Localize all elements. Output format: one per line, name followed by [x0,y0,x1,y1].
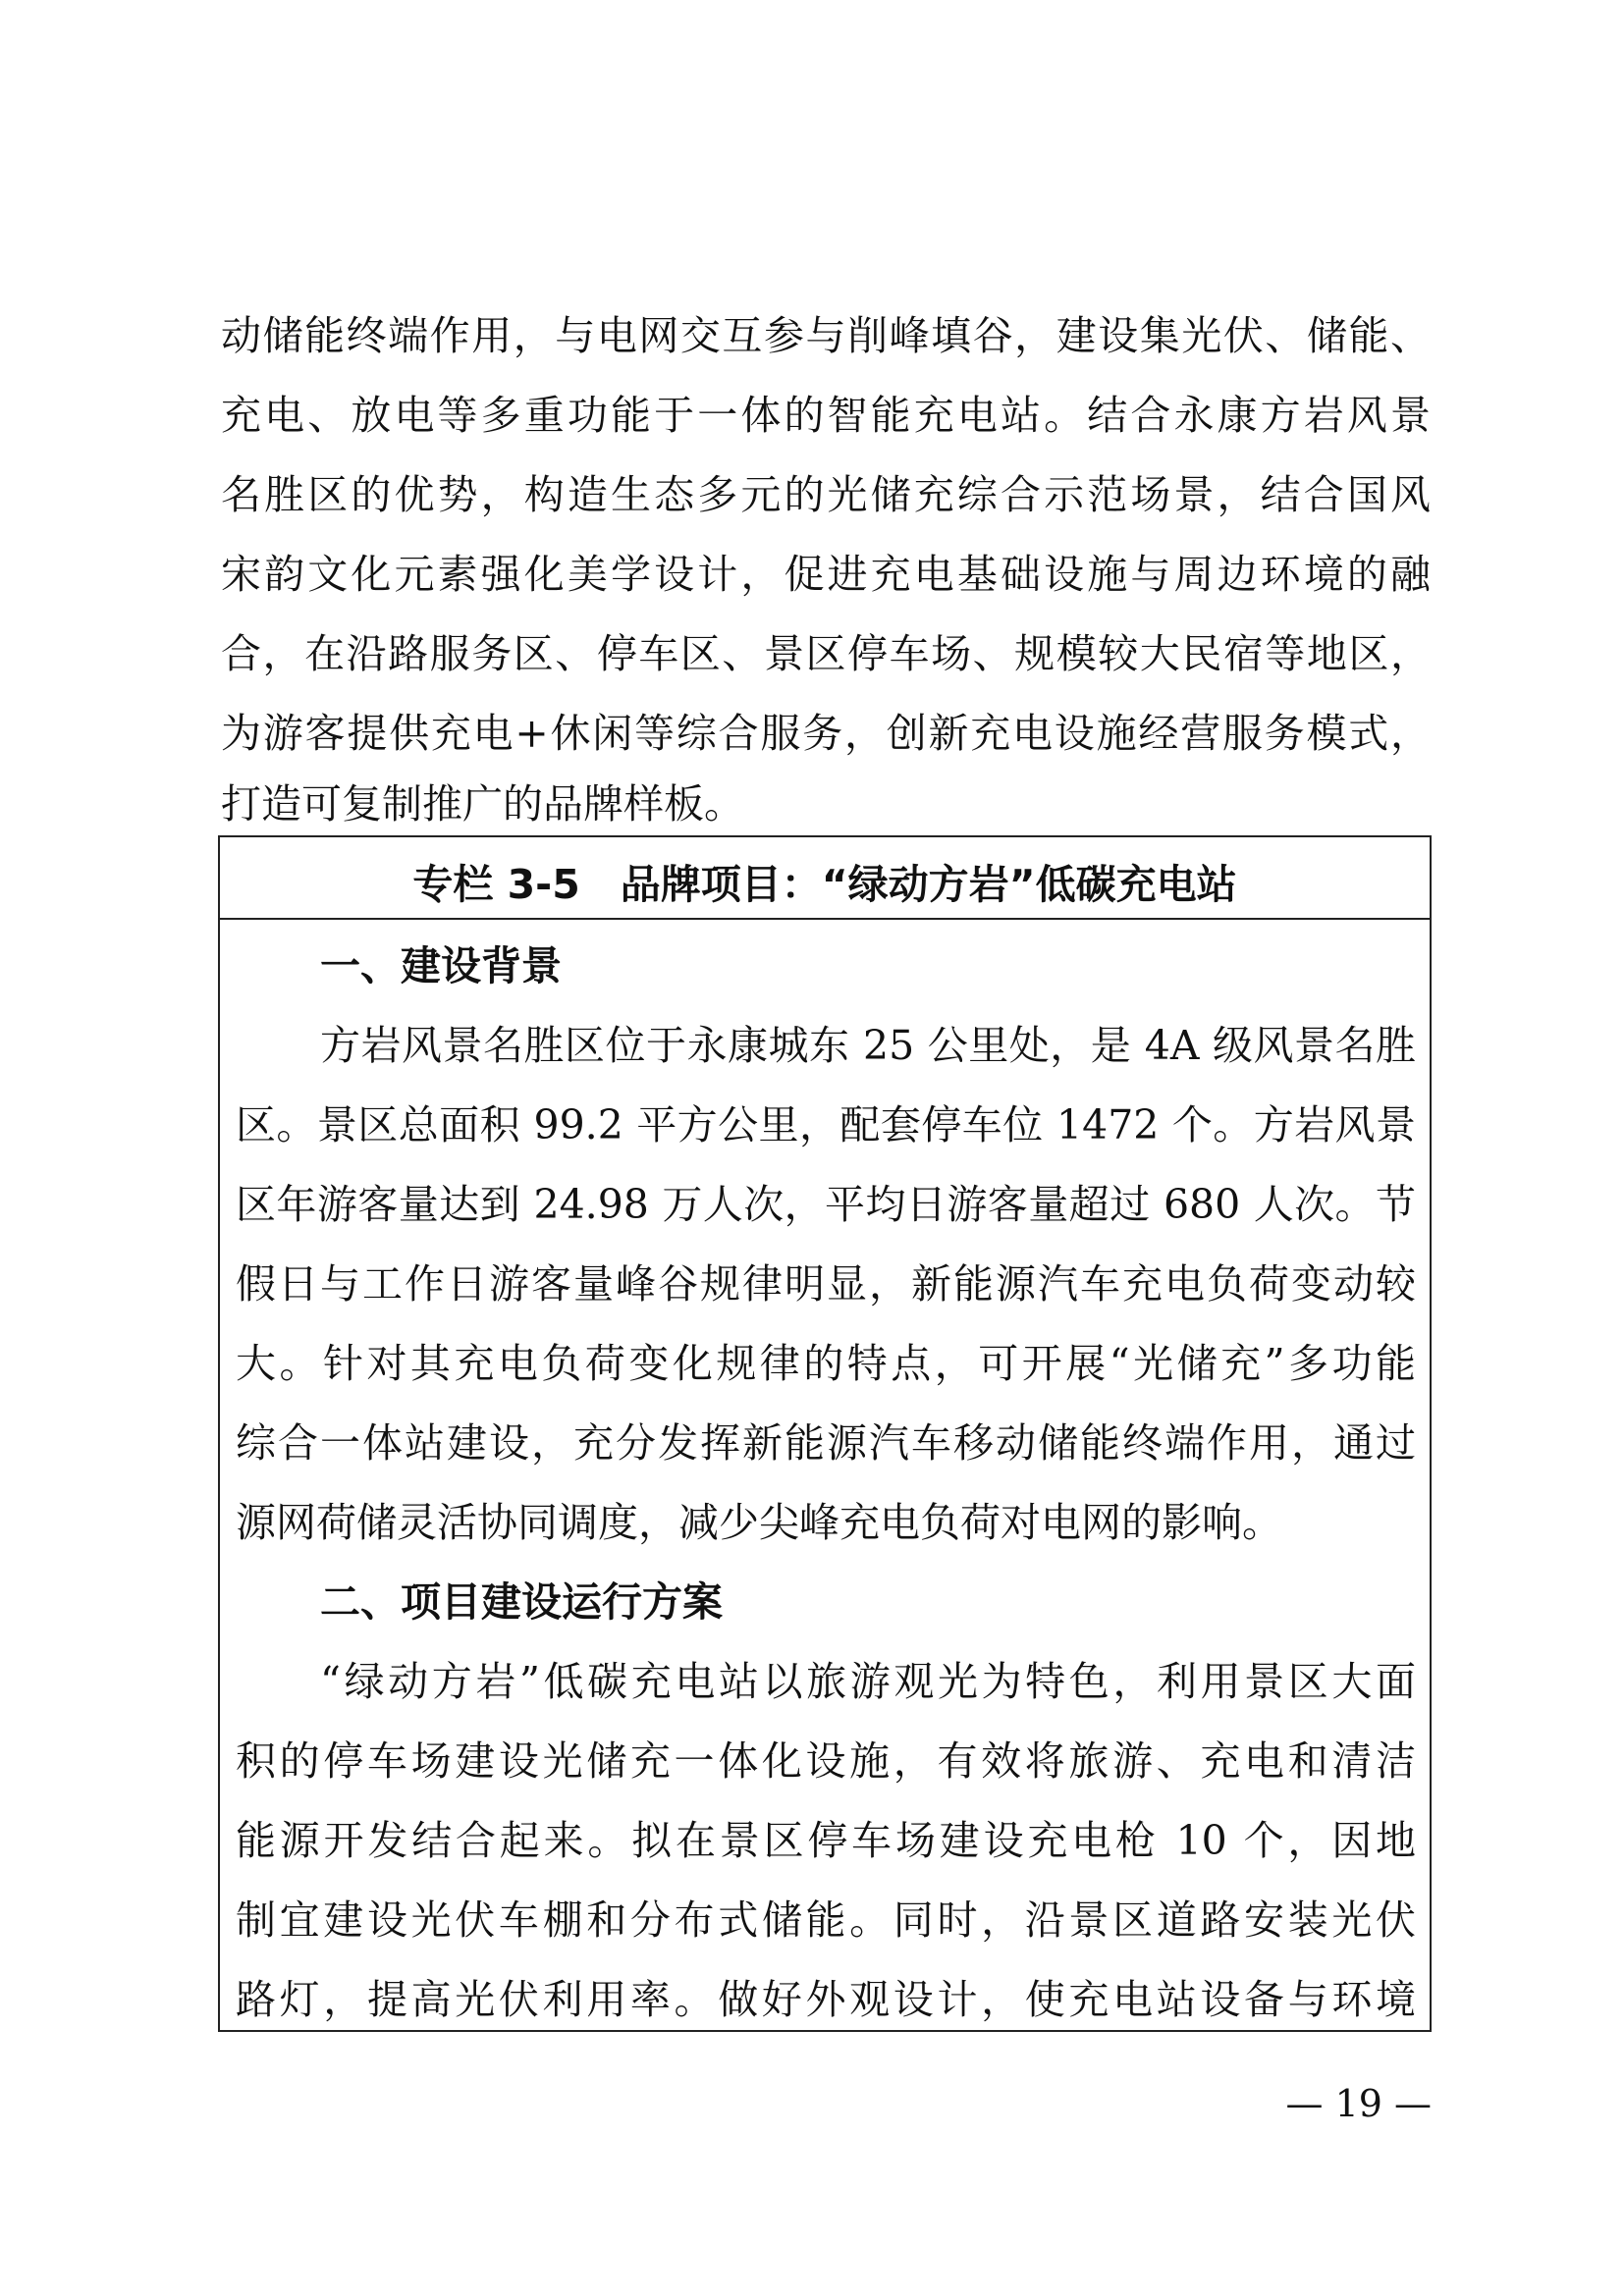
text-line: 源网荷储灵活协同调度，减少尖峰充电负荷对电网的影响。 [236,1499,1282,1546]
section-heading-background: 一、建设背景 [320,942,562,989]
text-line: 区年游客量达到 24.98 万人次，平均日游客量超过 680 人次。节 [236,1181,1416,1228]
text-line: 积的停车场建设光储充一体化设施，有效将旅游、充电和清洁 [236,1737,1416,1785]
section-heading-plan: 二、项目建设运行方案 [320,1578,723,1626]
text-line: 路灯，提高光伏利用率。做好外观设计，使充电站设备与环境 [236,1976,1416,2023]
text-line: 宋韵文化元素强化美学设计，促进充电基础设施与周边环境的融 [221,551,1431,598]
text-line: 假日与工作日游客量峰谷规律明显，新能源汽车充电负荷变动较 [236,1260,1416,1308]
text-line: 制宜建设光伏车棚和分布式储能。同时，沿景区道路安装光伏 [236,1896,1416,1944]
text-line: 动储能终端作用，与电网交互参与削峰填谷，建设集光伏、储能、 [221,312,1431,359]
text-line: 能源开发结合起来。拟在景区停车场建设充电枪 10 个，因地 [236,1817,1416,1864]
text-line: “绿动方岩”低碳充电站以旅游观光为特色，利用景区大面 [320,1658,1416,1705]
text-line: 充电、放电等多重功能于一体的智能充电站。结合永康方岩风景 [221,392,1431,439]
text-line: 综合一体站建设，充分发挥新能源汽车移动储能终端作用，通过 [236,1419,1416,1467]
text-line: 方岩风景名胜区位于永康城东 25 公里处，是 4A 级风景名胜 [320,1022,1416,1069]
text-line: 名胜区的优势，构造生态多元的光储充综合示范场景，结合国风 [221,471,1431,518]
text-line: 合，在沿路服务区、停车区、景区停车场、规模较大民宿等地区， [221,630,1431,677]
text-line: 大。针对其充电负荷变化规律的特点，可开展“光储充”多功能 [236,1340,1416,1387]
column-title: 专栏 3-5 品牌项目：“绿动方岩”低碳充电站 [220,837,1430,920]
text-line: 打造可复制推广的品牌样板。 [221,780,744,828]
text-line: 为游客提供充电+休闲等综合服务，创新充电设施经营服务模式， [221,710,1431,757]
page-number: — 19 — [1285,2082,1432,2125]
text-line: 区。景区总面积 99.2 平方公里，配套停车位 1472 个。方岩风景 [236,1101,1416,1148]
